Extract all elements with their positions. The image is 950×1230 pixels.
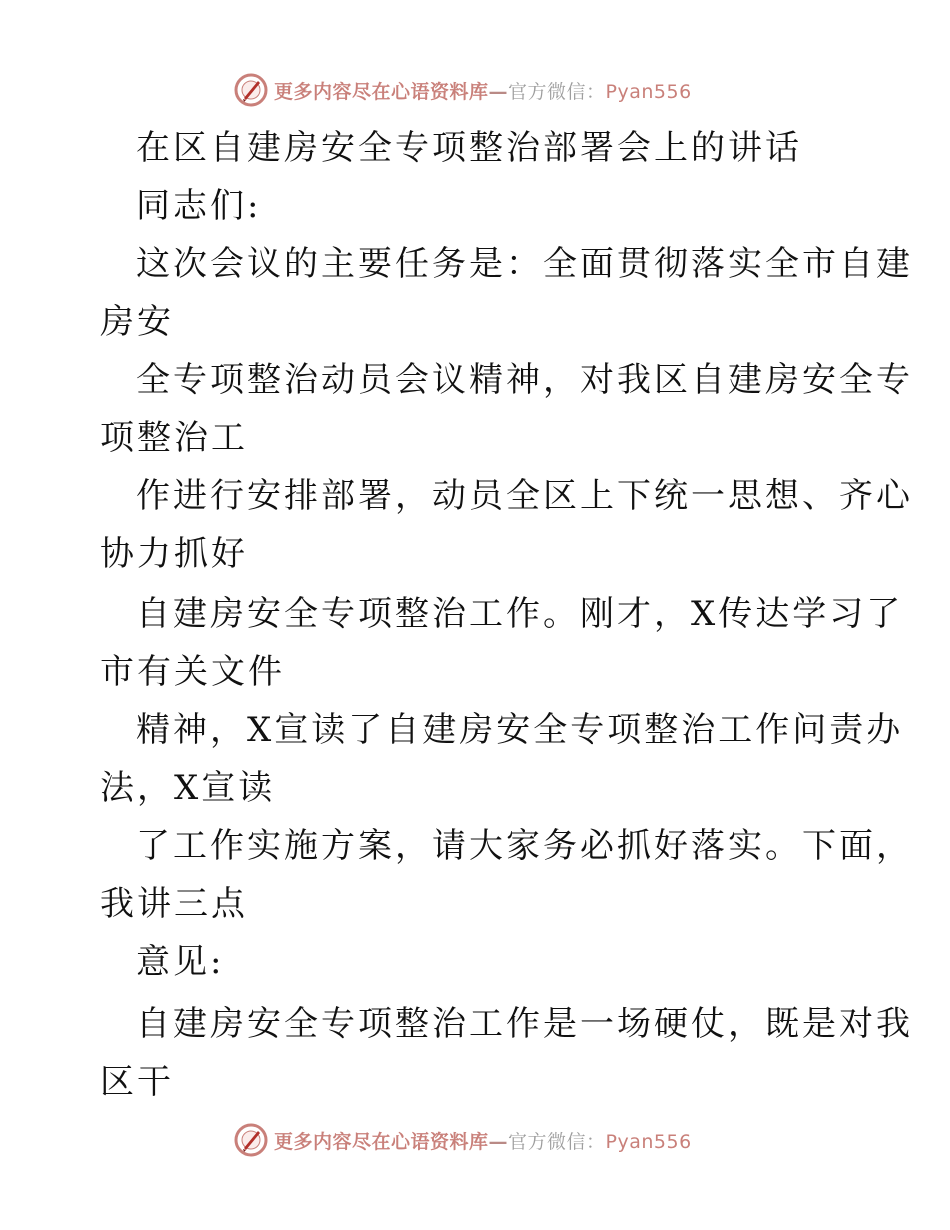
watermark-wechat-label: 官方微信： bbox=[508, 1130, 606, 1153]
paragraph-line: 了工作实施方案，请大家务必抓好落实。下面， bbox=[136, 826, 913, 866]
footer-watermark bbox=[234, 1122, 692, 1158]
quill-pen-logo-icon bbox=[234, 73, 268, 107]
paragraph-line: 作进行安排部署，动员全区上下统一思想、齐心 bbox=[136, 476, 913, 516]
paragraph-line: 我讲三点 bbox=[100, 884, 248, 924]
header-watermark bbox=[234, 72, 692, 108]
paragraph-line: 房安 bbox=[100, 302, 174, 342]
watermark-text bbox=[274, 1127, 692, 1154]
paragraph-line: 自建房安全专项整治工作。刚才，X传达学习了 bbox=[136, 594, 904, 634]
watermark-wechat-label: 官方微信： bbox=[508, 80, 606, 103]
watermark-site-text: 更多内容尽在心语资料库 bbox=[274, 80, 489, 103]
paragraph-line: 意见: bbox=[136, 942, 225, 982]
paragraph-line: 市有关文件 bbox=[100, 652, 285, 692]
paragraph-line: 全专项整治动员会议精神，对我区自建房安全专 bbox=[136, 360, 913, 400]
paragraph-line: 精神，X宣读了自建房安全专项整治工作问责办 bbox=[136, 710, 904, 750]
watermark-wechat-id: Pyan556 bbox=[605, 1130, 692, 1153]
paragraph-line: 法，X宣读 bbox=[100, 768, 276, 808]
paragraph-line: 项整治工 bbox=[100, 418, 248, 458]
paragraph-line: 区干 bbox=[100, 1062, 174, 1102]
document-title: 在区自建房安全专项整治部署会上的讲话 bbox=[136, 128, 802, 168]
quill-pen-logo-icon bbox=[234, 1123, 268, 1157]
watermark-dash: — bbox=[488, 1130, 509, 1153]
paragraph-line: 协力抓好 bbox=[100, 534, 248, 574]
watermark-wechat-id: Pyan556 bbox=[605, 80, 692, 103]
watermark-site-text: 更多内容尽在心语资料库 bbox=[274, 1130, 489, 1153]
paragraph-line: 这次会议的主要任务是：全面贯彻落实全市自建 bbox=[136, 244, 913, 284]
watermark-dash: — bbox=[488, 80, 509, 103]
paragraph-line: 自建房安全专项整治工作是一场硬仗，既是对我 bbox=[136, 1004, 913, 1044]
document-greeting: 同志们: bbox=[136, 186, 262, 226]
watermark-text bbox=[274, 77, 692, 104]
